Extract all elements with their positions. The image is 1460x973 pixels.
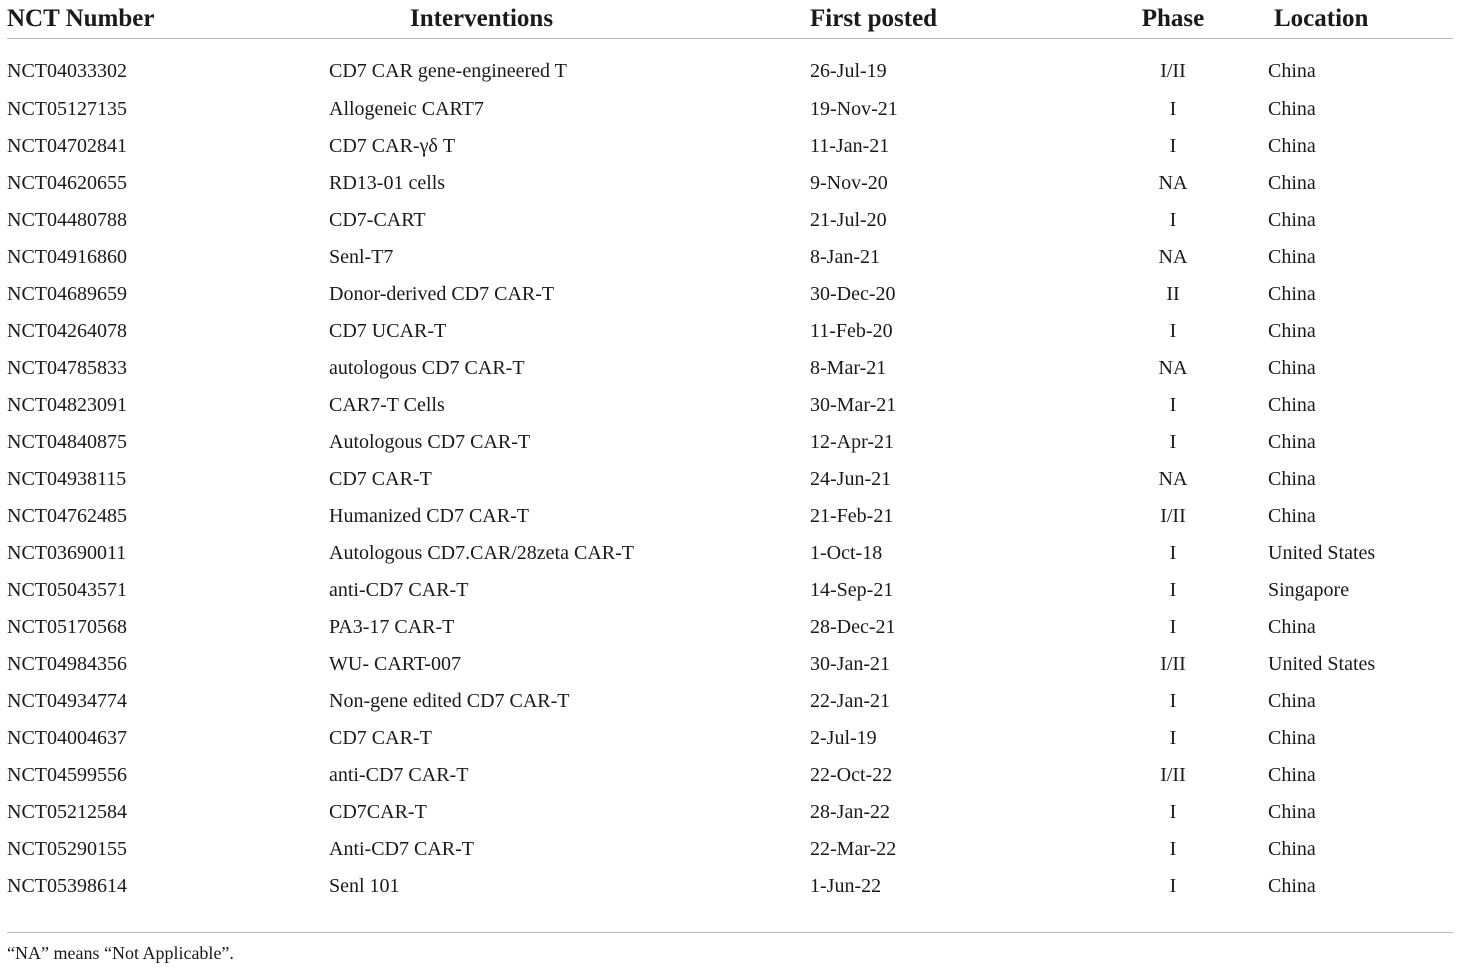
header-phase: Phase (1078, 0, 1268, 39)
cell-interventions: CD7 CAR-T (329, 467, 432, 490)
cell-first-posted: 19-Nov-21 (810, 97, 898, 120)
cell-first-posted: 14-Sep-21 (810, 578, 894, 601)
cell-interventions: CD7 CAR-T (329, 726, 432, 749)
cell-interventions: Humanized CD7 CAR-T (329, 504, 529, 527)
table-row (7, 646, 1453, 683)
table-row (7, 39, 1453, 91)
cell-interventions: Allogeneic CART7 (329, 97, 484, 120)
cell-interventions: Anti-CD7 CAR-T (329, 837, 474, 860)
cell-interventions: Autologous CD7.CAR/28zeta CAR-T (329, 541, 634, 564)
table-row (7, 535, 1453, 572)
table-row (7, 868, 1453, 905)
cell-interventions: anti-CD7 CAR-T (329, 763, 469, 786)
cell-location: Singapore (1268, 578, 1350, 601)
cell-first-posted: 1-Oct-18 (810, 541, 883, 564)
cell-nct-number: NCT04840875 (7, 430, 127, 453)
cell-first-posted: 22-Mar-22 (810, 837, 897, 860)
cell-interventions: CD7 UCAR-T (329, 319, 447, 342)
cell-phase: I/II (1160, 60, 1186, 83)
cell-interventions: CD7 CAR gene-engineered T (329, 60, 567, 83)
cell-location: China (1268, 171, 1316, 194)
cell-interventions: Autologous CD7 CAR-T (329, 430, 531, 453)
table-body (7, 39, 1453, 905)
table-row (7, 387, 1453, 424)
cell-nct-number: NCT04599556 (7, 763, 127, 786)
table-row (7, 572, 1453, 609)
cell-nct-number: NCT04785833 (7, 356, 127, 379)
cell-first-posted: 21-Jul-20 (810, 208, 887, 231)
cell-phase: NA (1158, 356, 1188, 379)
cell-location: China (1268, 356, 1316, 379)
cell-interventions: CD7CAR-T (329, 800, 427, 823)
cell-interventions: autologous CD7 CAR-T (329, 356, 525, 379)
cell-nct-number: NCT04033302 (7, 60, 127, 83)
table-row (7, 202, 1453, 239)
cell-location: China (1268, 319, 1316, 342)
cell-location: China (1268, 837, 1316, 860)
cell-first-posted: 1-Jun-22 (810, 874, 882, 897)
trials-table-container (7, 0, 1453, 905)
table-header (7, 0, 1453, 39)
cell-phase: I (1169, 97, 1177, 120)
table-footnote: “NA” means “Not Applicable”. (7, 943, 234, 963)
cell-phase: I (1169, 800, 1177, 823)
table-row (7, 276, 1453, 313)
cell-interventions: PA3-17 CAR-T (329, 615, 455, 638)
cell-interventions: WU- CART-007 (329, 652, 461, 675)
table-row (7, 461, 1453, 498)
table-row (7, 683, 1453, 720)
cell-location: China (1268, 60, 1316, 83)
cell-phase: NA (1158, 467, 1188, 490)
cell-nct-number: NCT04984356 (7, 652, 127, 675)
cell-first-posted: 22-Jan-21 (810, 689, 890, 712)
cell-nct-number: NCT05398614 (7, 874, 127, 897)
cell-phase: I (1169, 393, 1177, 416)
table-row (7, 165, 1453, 202)
cell-first-posted: 12-Apr-21 (810, 430, 895, 453)
cell-nct-number: NCT04620655 (7, 171, 127, 194)
cell-location: China (1268, 504, 1316, 527)
cell-location: China (1268, 726, 1316, 749)
cell-interventions: CAR7-T Cells (329, 393, 445, 416)
cell-nct-number: NCT04762485 (7, 504, 127, 527)
header-first-posted: First posted (808, 0, 1078, 39)
cell-nct-number: NCT04689659 (7, 282, 127, 305)
cell-nct-number: NCT04702841 (7, 134, 127, 157)
cell-first-posted: 11-Feb-20 (810, 319, 893, 342)
cell-nct-number: NCT04264078 (7, 319, 127, 342)
cell-interventions: Donor-derived CD7 CAR-T (329, 282, 555, 305)
table-row (7, 498, 1453, 535)
cell-nct-number: NCT05127135 (7, 97, 127, 120)
cell-phase: II (1166, 282, 1180, 305)
cell-phase: I (1169, 689, 1177, 712)
cell-location: China (1268, 615, 1316, 638)
cell-location: China (1268, 763, 1316, 786)
cell-phase: I/II (1160, 652, 1186, 675)
cell-phase: I (1169, 208, 1177, 231)
cell-phase: I (1169, 541, 1177, 564)
cell-location: China (1268, 689, 1316, 712)
cell-location: China (1268, 134, 1316, 157)
cell-interventions: RD13-01 cells (329, 171, 446, 194)
cell-first-posted: 28-Jan-22 (810, 800, 890, 823)
cell-interventions: CD7-CART (329, 208, 426, 231)
cell-first-posted: 2-Jul-19 (810, 726, 877, 749)
cell-phase: I (1169, 615, 1177, 638)
cell-location: China (1268, 208, 1316, 231)
cell-nct-number: NCT04480788 (7, 208, 127, 231)
cell-first-posted: 22-Oct-22 (810, 763, 893, 786)
cell-location: China (1268, 97, 1316, 120)
cell-location: China (1268, 874, 1316, 897)
cell-location: United States (1268, 652, 1376, 675)
cell-nct-number: NCT04004637 (7, 726, 127, 749)
cell-first-posted: 11-Jan-21 (810, 134, 890, 157)
trials-table (7, 0, 1453, 905)
header-row (7, 0, 1453, 39)
cell-first-posted: 8-Mar-21 (810, 356, 887, 379)
cell-location: China (1268, 282, 1316, 305)
table-row (7, 313, 1453, 350)
table-row (7, 757, 1453, 794)
cell-phase: I (1169, 578, 1177, 601)
cell-location: China (1268, 467, 1316, 490)
table-row (7, 424, 1453, 461)
cell-interventions: Non-gene edited CD7 CAR-T (329, 689, 570, 712)
cell-nct-number: NCT05290155 (7, 837, 127, 860)
cell-phase: NA (1158, 171, 1188, 194)
cell-location: China (1268, 800, 1316, 823)
cell-location: United States (1268, 541, 1376, 564)
cell-first-posted: 30-Mar-21 (810, 393, 897, 416)
cell-first-posted: 30-Dec-20 (810, 282, 896, 305)
cell-first-posted: 24-Jun-21 (810, 467, 892, 490)
cell-first-posted: 8-Jan-21 (810, 245, 880, 268)
cell-first-posted: 26-Jul-19 (810, 60, 887, 83)
cell-nct-number: NCT03690011 (7, 541, 127, 564)
cell-phase: I (1169, 726, 1177, 749)
table-row (7, 91, 1453, 128)
cell-interventions: anti-CD7 CAR-T (329, 578, 469, 601)
cell-phase: NA (1158, 245, 1188, 268)
table-row (7, 831, 1453, 868)
cell-first-posted: 30-Jan-21 (810, 652, 890, 675)
header-interventions: Interventions (327, 0, 808, 39)
cell-phase: I/II (1160, 504, 1186, 527)
cell-phase: I (1169, 837, 1177, 860)
table-row (7, 128, 1453, 165)
cell-first-posted: 28-Dec-21 (810, 615, 896, 638)
cell-nct-number: NCT04934774 (7, 689, 127, 712)
cell-nct-number: NCT04938115 (7, 467, 127, 490)
cell-interventions: Senl 101 (329, 874, 400, 897)
table-row (7, 239, 1453, 276)
table-row (7, 794, 1453, 831)
cell-interventions: Senl-T7 (329, 245, 394, 268)
cell-nct-number: NCT05043571 (7, 578, 127, 601)
cell-location: China (1268, 393, 1316, 416)
cell-phase: I (1169, 430, 1177, 453)
cell-location: China (1268, 430, 1316, 453)
table-row (7, 720, 1453, 757)
cell-nct-number: NCT05212584 (7, 800, 127, 823)
cell-nct-number: NCT05170568 (7, 615, 127, 638)
table-bottom-rule (7, 932, 1453, 933)
cell-phase: I (1169, 319, 1177, 342)
cell-phase: I (1169, 874, 1177, 897)
table-row (7, 350, 1453, 387)
cell-phase: I (1169, 134, 1177, 157)
cell-phase: I/II (1160, 763, 1186, 786)
cell-interventions: CD7 CAR-γδ T (329, 134, 456, 157)
header-nct-number: NCT Number (7, 0, 327, 39)
cell-location: China (1268, 245, 1316, 268)
cell-nct-number: NCT04916860 (7, 245, 127, 268)
cell-nct-number: NCT04823091 (7, 393, 127, 416)
cell-first-posted: 21-Feb-21 (810, 504, 894, 527)
header-location: Location (1268, 0, 1453, 39)
table-row (7, 609, 1453, 646)
cell-first-posted: 9-Nov-20 (810, 171, 888, 194)
